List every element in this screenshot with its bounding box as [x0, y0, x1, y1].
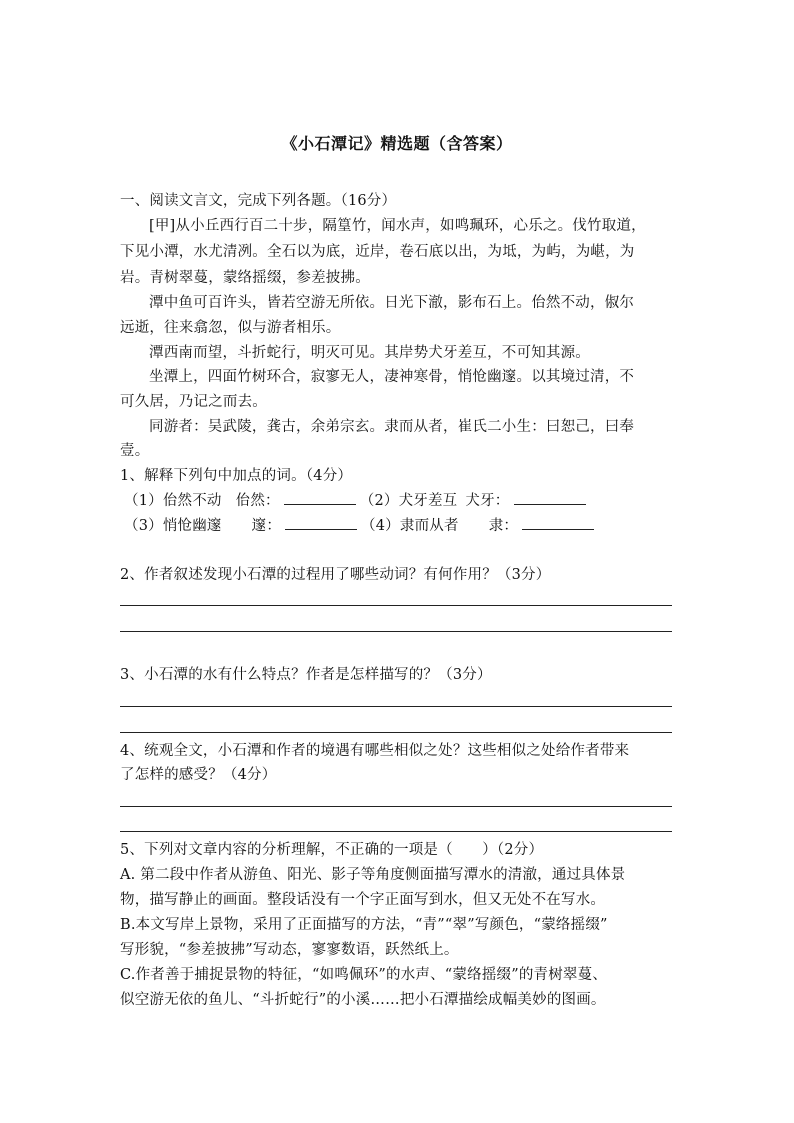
item-phrase: 犬牙差互	[398, 493, 458, 509]
item-phrase: 隶而从者	[399, 518, 459, 534]
question-4-cont: 了怎样的感受？（4分）	[120, 767, 277, 783]
option-b: B.本文写岸上景物，采用了正面描写的方法，“青”“翠”写颜色，“蒙络摇缀”	[120, 917, 608, 933]
page-title: 《小石潭记》精选题（含答案）	[281, 134, 513, 153]
answer-line[interactable]	[120, 831, 672, 832]
passage-line: 岩。青树翠蔓，蒙络摇缀，参差披拂。	[120, 270, 370, 286]
passage-line: 可久居，乃记之而去。	[120, 394, 267, 410]
answer-blank[interactable]	[285, 515, 357, 530]
question-5: 5、下列对文章内容的分析理解，不正确的一项是（ ）（2分）	[120, 842, 544, 858]
question-2: 2、作者叙述发现小石潭的过程用了哪些动词？有何作用？（3分）	[120, 567, 551, 583]
item-number: （3）	[124, 518, 163, 534]
option-c-cont: 似空游无依的鱼儿、“斗折蛇行”的小溪……把小石潭描绘成幅美妙的图画。	[120, 992, 606, 1008]
passage-line: 同游者：吴武陵，龚古，余弟宗玄。隶而从者，崔氏二小生：曰恕己，曰奉	[149, 419, 635, 435]
passage-line: 下见小潭，水尤清冽。全石以为底，近岸，卷石底以出，为坻，为屿，为嵁，为	[120, 244, 635, 260]
item-word: 佁然：	[235, 493, 280, 509]
answer-blank[interactable]	[514, 490, 586, 505]
passage-line: 壹。	[120, 443, 150, 459]
answer-line[interactable]	[120, 732, 672, 733]
item-word: 隶：	[488, 518, 519, 534]
q1-row-2	[124, 515, 684, 536]
option-c: C.作者善于捕捉景物的特征，“如鸣佩环”的水声、“蒙络摇缀”的青树翠蔓、	[120, 967, 608, 983]
option-a-cont: 物，描写静止的画面。整段话没有一个字正面写到水，但又无处不在写水。	[120, 892, 606, 908]
answer-blank[interactable]	[284, 490, 356, 505]
answer-line[interactable]	[120, 706, 672, 707]
item-phrase: 悄怆幽邃	[162, 518, 222, 534]
q1-row-1	[124, 490, 684, 511]
answer-line[interactable]	[120, 631, 672, 632]
item-word: 犬牙：	[465, 493, 510, 509]
item-word: 邃：	[251, 518, 282, 534]
passage-line: 潭中鱼可百许头，皆若空游无所依。日光下澈，影布石上。佁然不动，俶尔	[149, 295, 635, 311]
option-a: A. 第二段中作者从游鱼、阳光、影子等角度侧面描写潭水的清澈，通过具体景	[120, 867, 626, 883]
section-heading: 一、阅读文言文，完成下列各题。（16分）	[120, 193, 397, 209]
item-number: （4）	[361, 518, 400, 534]
passage-line: 远逝，往来翕忽，似与游者相乐。	[120, 320, 341, 336]
item-number: （2）	[359, 493, 399, 509]
option-b-cont: 写形貌，“参差披拂”写动态，寥寥数语，跃然纸上。	[120, 942, 459, 958]
question-3: 3、小石潭的水有什么特点？作者是怎样描写的？（3分）	[120, 667, 492, 683]
answer-line[interactable]	[120, 605, 672, 606]
question-1: 1、解释下列句中加点的词。（4分）	[120, 468, 353, 484]
item-phrase: 佁然不动	[162, 493, 222, 509]
passage-line: [甲]从小丘西行百二十步，隔篁竹，闻水声，如鸣珮环，心乐之。伐竹取道，	[149, 218, 646, 234]
item-number: （1）	[124, 493, 163, 509]
question-4: 4、统观全文，小石潭和作者的境遇有哪些相似之处？这些相似之处给作者带来	[120, 743, 630, 759]
passage-line: 潭西南而望，斗折蛇行，明灭可见。其岸势犬牙差互，不可知其源。	[149, 345, 590, 361]
answer-line[interactable]	[120, 806, 672, 807]
answer-blank[interactable]	[522, 515, 594, 530]
passage-line: 坐潭上，四面竹树环合，寂寥无人，凄神寒骨，悄怆幽邃。以其境过清，不	[149, 369, 635, 385]
